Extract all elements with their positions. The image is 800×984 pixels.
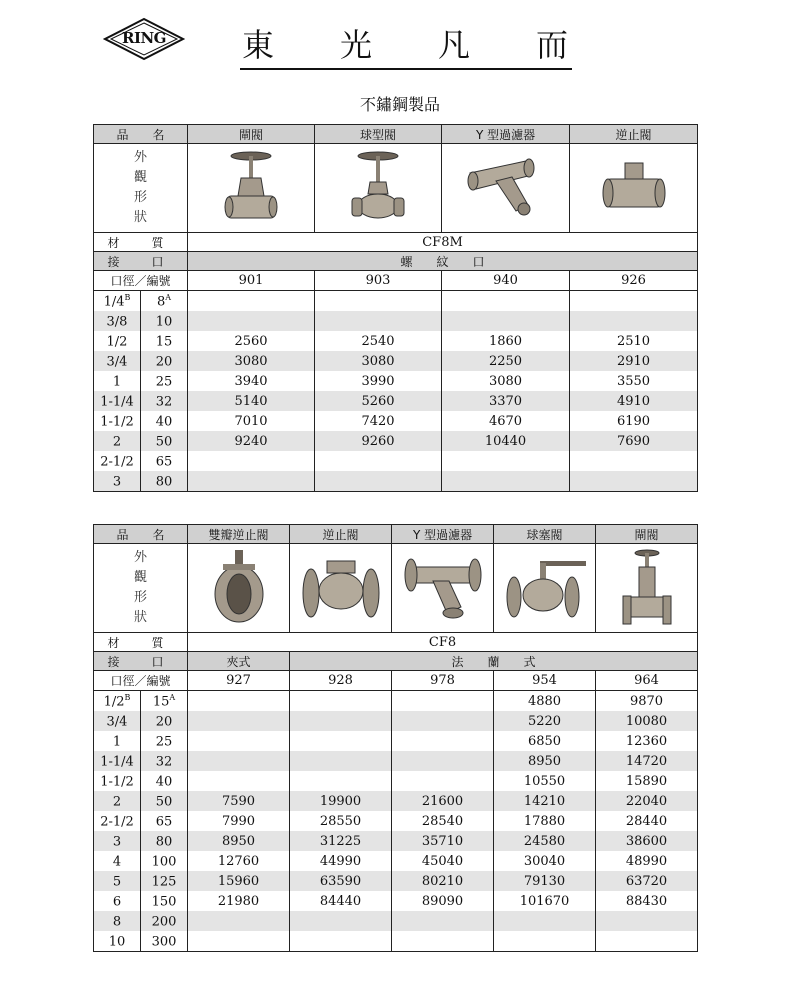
connection-label: 接 口 [94,252,188,271]
connection-row [94,652,698,671]
table-row [94,411,698,431]
price-cell [392,711,494,731]
price-cell: 9870 [596,691,698,712]
price-cell: 2560 [188,331,315,351]
size-mm: 65 [141,451,188,471]
spec-table-cf8 [93,524,698,952]
size-label: 口徑／編號 [94,271,188,291]
price-cell [442,451,570,471]
price-cell: 15890 [596,771,698,791]
price-cell: 10080 [596,711,698,731]
price-cell [188,471,315,492]
size-inch: 2 [94,431,141,451]
product-ball-valve: 球塞閥 [494,525,596,544]
model-row [94,671,698,691]
size-mm: $8^A$ [141,291,188,312]
table-row [94,451,698,471]
size-inch: 1-1/2 [94,771,141,791]
price-cell: 5220 [494,711,596,731]
connection-flange: 法 蘭 式 [290,652,698,671]
table-header-row [94,525,698,544]
price-cell: 3940 [188,371,315,391]
product-y-strainer: Y 型過濾器 [392,525,494,544]
size-mm: 300 [141,931,188,952]
size-mm: 80 [141,831,188,851]
size-mm: 40 [141,411,188,431]
product-globe-valve: 球型閥 [315,125,442,144]
price-cell [392,931,494,952]
price-cell: 88430 [596,891,698,911]
ring-logo [103,17,185,61]
price-cell: 10550 [494,771,596,791]
price-cell: 30040 [494,851,596,871]
price-cell: 3080 [442,371,570,391]
y-strainer-image [442,144,570,233]
price-cell: 2540 [315,331,442,351]
product-name-label: 品 名 [94,525,188,544]
price-cell: 21600 [392,791,494,811]
price-cell: 2510 [570,331,698,351]
price-cell: 24580 [494,831,596,851]
price-cell: 9260 [315,431,442,451]
model-926: 926 [570,271,698,291]
price-cell: 2910 [570,351,698,371]
price-cell [188,451,315,471]
price-cell: 35710 [392,831,494,851]
size-inch: $1/2^B$ [94,691,141,712]
y-strainer-icon [466,153,546,223]
price-cell: 6850 [494,731,596,751]
appearance-row [94,544,698,633]
size-mm: 25 [141,731,188,751]
size-mm: 200 [141,911,188,931]
price-cell: 3550 [570,371,698,391]
product-check-valve: 逆止閥 [570,125,698,144]
appearance-label: 外 觀 形 狀 [94,544,188,633]
dual-plate-check-valve-icon [209,548,269,628]
size-label: 口徑／編號 [94,671,188,691]
product-check-valve: 逆止閥 [290,525,392,544]
price-cell [570,311,698,331]
table2-data-body [94,691,698,952]
table-row [94,331,698,351]
price-cell: 4910 [570,391,698,411]
spec-table-cf8m [93,124,698,492]
title-char-4: 而 [536,26,569,64]
price-cell: 79130 [494,871,596,891]
check-valve-image [570,144,698,233]
price-cell [392,911,494,931]
price-cell: 28440 [596,811,698,831]
size-mm: 32 [141,391,188,411]
price-cell [570,291,698,312]
size-mm: 40 [141,771,188,791]
price-cell [315,291,442,312]
price-cell [442,311,570,331]
price-cell: 63720 [596,871,698,891]
connection-value: 螺 紋 口 [188,252,698,271]
flanged-ball-valve-icon [500,553,590,623]
size-mm: 125 [141,871,188,891]
price-cell [570,471,698,492]
model-903: 903 [315,271,442,291]
size-mm: 80 [141,471,188,492]
price-cell: 7990 [188,811,290,831]
price-cell [188,711,290,731]
size-inch: 3/4 [94,711,141,731]
price-cell [290,911,392,931]
table-row [94,391,698,411]
size-inch: 1-1/2 [94,411,141,431]
table-row [94,891,698,911]
model-901: 901 [188,271,315,291]
logo-text: RING [121,29,166,47]
size-inch: 3 [94,831,141,851]
price-cell: 12360 [596,731,698,751]
price-cell [392,691,494,712]
page-header [0,0,800,120]
size-inch: 1-1/4 [94,751,141,771]
size-inch: 5 [94,871,141,891]
price-cell: 101670 [494,891,596,911]
price-cell: 3370 [442,391,570,411]
price-cell [290,711,392,731]
price-cell: 6190 [570,411,698,431]
price-cell: 80210 [392,871,494,891]
price-cell: 63590 [290,871,392,891]
size-inch: 8 [94,911,141,931]
table-row [94,731,698,751]
page-title [240,26,572,70]
price-cell: 3080 [188,351,315,371]
material-value: CF8M [188,233,698,252]
price-cell [315,471,442,492]
size-mm: 50 [141,791,188,811]
table-row [94,751,698,771]
size-inch: 3/4 [94,351,141,371]
size-mm: 32 [141,751,188,771]
table-row [94,371,698,391]
size-inch: 3 [94,471,141,492]
price-cell: 38600 [596,831,698,851]
price-cell: 12760 [188,851,290,871]
price-cell: 14210 [494,791,596,811]
size-inch: 3/8 [94,311,141,331]
material-row [94,633,698,652]
price-cell [290,691,392,712]
table-row [94,691,698,712]
product-gate-valve: 閘閥 [188,125,315,144]
model-954: 954 [494,671,596,691]
price-cell: 15960 [188,871,290,891]
price-cell: 2250 [442,351,570,371]
price-cell: 5260 [315,391,442,411]
model-978: 978 [392,671,494,691]
price-cell [290,771,392,791]
title-char-2: 光 [340,26,373,64]
connection-row [94,252,698,271]
connection-wafer: 夾式 [188,652,290,671]
price-cell [290,731,392,751]
price-cell [315,451,442,471]
price-cell: 8950 [188,831,290,851]
appearance-row [94,144,698,233]
material-value: CF8 [188,633,698,652]
price-cell: 4880 [494,691,596,712]
price-cell: 44990 [290,851,392,871]
material-label: 材 質 [94,233,188,252]
size-mm: 150 [141,891,188,911]
flanged-y-strainer-icon [403,553,483,623]
price-cell [290,931,392,952]
table-row [94,871,698,891]
connection-label: 接 口 [94,652,188,671]
price-cell [442,291,570,312]
title-char-1: 東 [242,26,275,64]
price-cell: 7690 [570,431,698,451]
product-y-strainer: Y 型過濾器 [442,125,570,144]
table-row [94,311,698,331]
table-row [94,351,698,371]
table-row [94,811,698,831]
price-cell: 28540 [392,811,494,831]
price-cell [188,691,290,712]
material-label: 材 質 [94,633,188,652]
price-cell [392,731,494,751]
price-cell: 19900 [290,791,392,811]
price-cell [596,931,698,952]
price-cell: 48990 [596,851,698,871]
price-cell [188,931,290,952]
table-row [94,791,698,811]
table-row [94,711,698,731]
size-mm: 15 [141,331,188,351]
price-cell: 10440 [442,431,570,451]
size-mm: $15^A$ [141,691,188,712]
price-cell [290,751,392,771]
flanged-check-valve-icon [301,553,381,623]
price-cell: 7010 [188,411,315,431]
gate-valve-icon [221,148,281,228]
flanged-y-strainer-image [392,544,494,633]
price-cell: 3990 [315,371,442,391]
size-inch: 2-1/2 [94,811,141,831]
page-subtitle: 不鏽鋼製品 [359,95,440,114]
price-cell [188,731,290,751]
model-row [94,271,698,291]
size-inch: 10 [94,931,141,952]
flanged-gate-valve-icon [617,548,677,628]
product-name-label: 品 名 [94,125,188,144]
price-cell [570,451,698,471]
model-927: 927 [188,671,290,691]
price-cell: 17880 [494,811,596,831]
price-cell: 5140 [188,391,315,411]
price-cell [596,911,698,931]
size-inch: 1 [94,731,141,751]
price-cell [494,931,596,952]
size-inch: $1/4^B$ [94,291,141,312]
size-mm: 20 [141,711,188,731]
price-cell [188,311,315,331]
size-mm: 10 [141,311,188,331]
globe-valve-image [315,144,442,233]
price-cell [392,771,494,791]
price-cell [188,291,315,312]
price-cell: 4670 [442,411,570,431]
price-cell: 31225 [290,831,392,851]
product-gate-valve: 閘閥 [596,525,698,544]
size-inch: 2 [94,791,141,811]
size-mm: 100 [141,851,188,871]
flanged-ball-valve-image [494,544,596,633]
size-inch: 1/2 [94,331,141,351]
table1-data-body [94,291,698,492]
price-cell: 1860 [442,331,570,351]
table-row [94,471,698,492]
price-cell: 8950 [494,751,596,771]
price-cell: 21980 [188,891,290,911]
price-cell [188,751,290,771]
price-cell [188,911,290,931]
table-row [94,431,698,451]
gate-valve-image [188,144,315,233]
price-cell: 3080 [315,351,442,371]
model-940: 940 [442,271,570,291]
product-dual-plate-check: 雙瓣逆止閥 [188,525,290,544]
title-char-3: 凡 [438,26,471,64]
model-928: 928 [290,671,392,691]
model-964: 964 [596,671,698,691]
size-inch: 4 [94,851,141,871]
dual-plate-check-image [188,544,290,633]
table-row [94,911,698,931]
table-row [94,931,698,952]
size-mm: 25 [141,371,188,391]
size-inch: 1 [94,371,141,391]
price-cell: 9240 [188,431,315,451]
price-cell: 28550 [290,811,392,831]
check-valve-icon [599,153,669,223]
size-mm: 50 [141,431,188,451]
price-cell: 7590 [188,791,290,811]
flanged-gate-valve-image [596,544,698,633]
size-mm: 65 [141,811,188,831]
size-mm: 20 [141,351,188,371]
price-cell [442,471,570,492]
table-row [94,771,698,791]
price-cell [315,311,442,331]
table-row [94,851,698,871]
price-cell [494,911,596,931]
flanged-check-image [290,544,392,633]
size-inch: 6 [94,891,141,911]
price-cell [188,771,290,791]
size-inch: 2-1/2 [94,451,141,471]
table-row [94,291,698,312]
price-cell: 84440 [290,891,392,911]
material-row [94,233,698,252]
price-cell: 7420 [315,411,442,431]
price-cell: 89090 [392,891,494,911]
price-cell: 22040 [596,791,698,811]
appearance-label: 外 觀 形 狀 [94,144,188,233]
price-cell [392,751,494,771]
price-cell: 14720 [596,751,698,771]
price-cell: 45040 [392,851,494,871]
size-inch: 1-1/4 [94,391,141,411]
globe-valve-icon [348,148,408,228]
table-row [94,831,698,851]
table-header-row [94,125,698,144]
